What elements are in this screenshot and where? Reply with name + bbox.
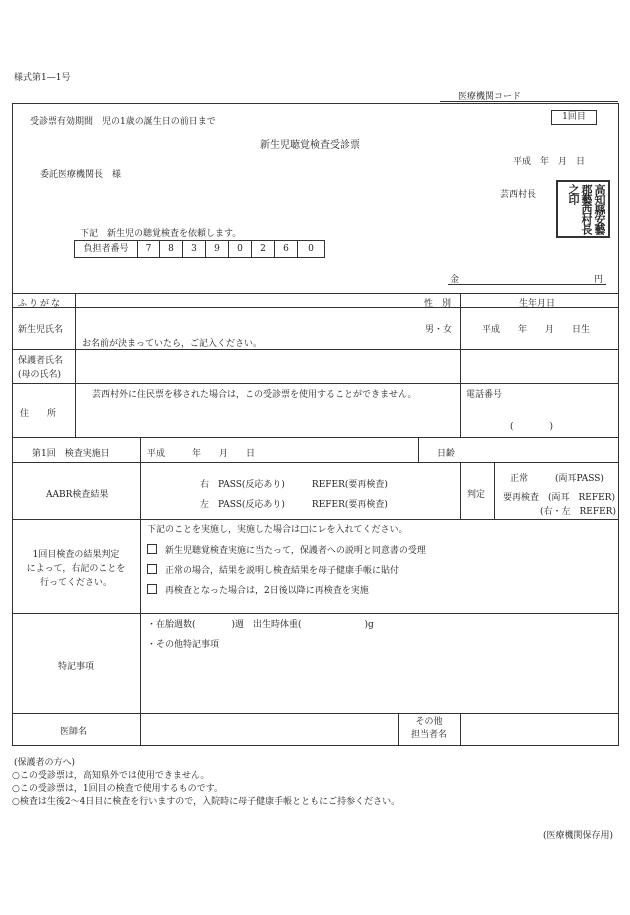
col-line xyxy=(418,437,419,462)
issue-date: 平成 年 月 日 xyxy=(513,157,586,167)
row-line xyxy=(12,293,619,294)
footer-note: ○この受診票は，高知県外では使用できません。 xyxy=(12,771,210,781)
sex-label: 性 別 xyxy=(424,299,452,309)
aabr-label: AABR検査結果 xyxy=(46,490,109,500)
issuer-name: 芸西村長 xyxy=(500,190,537,200)
phone-parens: ( ) xyxy=(510,422,554,432)
other-staff-line: 担当者名 xyxy=(410,730,447,740)
checkbox[interactable] xyxy=(147,544,157,554)
guardian-label: 保護者氏名 xyxy=(18,356,64,366)
amount-line xyxy=(448,284,606,285)
institution-code-line xyxy=(440,101,618,102)
row-line xyxy=(12,462,619,463)
check-text: 正常の場合，結果を説明し検査結果を母子健康手帳に貼付 xyxy=(165,566,400,576)
col-line xyxy=(460,462,461,519)
special-notes-label: 特記事項 xyxy=(58,662,95,672)
payer-digit: 6 xyxy=(274,240,298,258)
row-line xyxy=(12,613,619,614)
col-line xyxy=(494,462,495,519)
judgment-normal: 正常 (両耳PASS) xyxy=(510,474,604,484)
followup-label-line: 行ってください。 xyxy=(39,578,112,588)
payer-digit: 2 xyxy=(251,240,275,258)
newborn-name-label: 新生児氏名 xyxy=(18,325,64,335)
request-text: 下記 新生児の聴覚検査を依頼します。 xyxy=(80,229,242,239)
payer-digit: 0 xyxy=(297,240,325,258)
followup-check-item xyxy=(147,543,426,556)
amount-unit: 円 xyxy=(594,275,604,285)
other-staff-line: その他 xyxy=(415,717,443,727)
other-staff-label xyxy=(400,716,458,742)
phone-label: 電話番号 xyxy=(466,390,503,400)
check-text: 新生児聴覚検査実施に当たって，保護者への説明と同意書の受理 xyxy=(165,546,426,556)
checkbox[interactable] xyxy=(147,584,157,594)
col-line xyxy=(460,293,461,437)
form-title: 新生児聴覚検査受診票 xyxy=(260,140,360,151)
validity-text: 受診票有効期間 児の1歳の誕生日の前日まで xyxy=(30,117,216,127)
row-line xyxy=(12,713,619,714)
age-days-label: 日齢 xyxy=(437,449,456,459)
payer-digit: 3 xyxy=(182,240,206,258)
footer-note: ○検査は生後2〜4日目に検査を行いますので，入院時に母子健康手帳とともにご持参ください。 xyxy=(12,797,401,807)
followup-check-item xyxy=(147,563,399,576)
judgment-label: 判定 xyxy=(467,490,486,500)
notes-gestation: ・在胎週数( )週 出生時体重( )g xyxy=(147,620,374,630)
dob-value: 平成 年 月 日生 xyxy=(482,325,591,335)
footer-note: ○この受診票は，1回目の検査で使用するものです。 xyxy=(12,784,223,794)
judgment-retest: 要再検査 (両耳 REFER) xyxy=(503,493,615,503)
furigana-label: ふりがな xyxy=(18,299,63,309)
dob-label: 生年月日 xyxy=(519,299,556,309)
right-ear-result: 右 PASS(反応あり) REFER(要再検査) xyxy=(200,480,388,490)
retention-note: (医療機関保存用) xyxy=(543,831,614,841)
address-label: 住 所 xyxy=(20,409,57,419)
sex-value: 男・女 xyxy=(425,325,453,335)
left-ear-result: 左 PASS(反応あり) REFER(要再検査) xyxy=(200,500,388,510)
payer-digit: 8 xyxy=(159,240,183,258)
addressee: 委託医療機関長 様 xyxy=(40,170,122,180)
col-line xyxy=(75,293,76,437)
judgment-retest-side: (右・左 REFER) xyxy=(540,507,616,517)
col-line xyxy=(460,713,461,746)
guardian-label-sub: (母の氏名) xyxy=(18,370,62,380)
checkbox[interactable] xyxy=(147,564,157,574)
doctor-label: 医師名 xyxy=(60,727,88,737)
exam-date-label: 第1回 検査実施日 xyxy=(32,449,110,459)
row-line xyxy=(12,383,619,384)
row-line xyxy=(12,437,619,438)
notes-other: ・その他特記事項 xyxy=(147,640,220,650)
payer-digit: 9 xyxy=(205,240,229,258)
name-note: お名前が決まっていたら，ご記入ください。 xyxy=(82,339,263,349)
institution-code-label: 医療機関コード xyxy=(458,92,522,102)
followup-label-line: 1回目検査の結果判定 xyxy=(32,550,120,560)
exam-date-value: 平成 年 月 日 xyxy=(147,449,256,459)
col-line xyxy=(140,437,141,746)
col-line xyxy=(398,713,399,746)
row-line xyxy=(12,519,619,520)
payer-digit: 7 xyxy=(137,240,160,258)
followup-check-item xyxy=(147,583,369,596)
amount-label: 金 xyxy=(450,275,460,285)
visit-badge: 1回目 xyxy=(551,110,597,125)
followup-label xyxy=(14,548,138,590)
followup-intro: 下記のことを実施し，実施した場合は□にレを入れてください。 xyxy=(147,525,408,535)
footer-heading: (保護者の方へ) xyxy=(14,758,76,768)
check-text: 再検査となった場合は，2日後以降に再検査を実施 xyxy=(165,586,369,596)
form-number: 様式第1—1号 xyxy=(14,73,71,83)
official-seal: 高知縣安藝郡藝西村長之印 xyxy=(556,180,610,238)
payer-label: 負担者番号 xyxy=(74,240,138,258)
payer-digit: 0 xyxy=(228,240,252,258)
followup-label-line: によって，右記のことを xyxy=(26,564,126,574)
row-line xyxy=(12,349,619,350)
address-note: 芸西村外に住民票を移された場合は，この受診票を使用することができません。 xyxy=(92,390,417,400)
